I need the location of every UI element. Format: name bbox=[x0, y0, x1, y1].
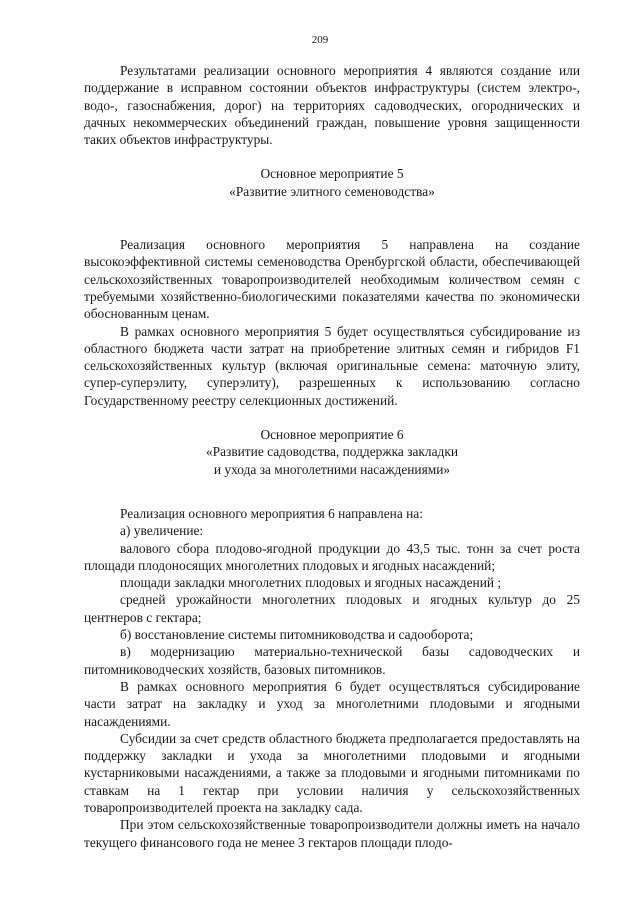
page-number: 209 bbox=[311, 34, 329, 46]
list-item-c: в) модернизацию материально-технической базы садоводческих и питомниководческих хозяйств, базовых питомников. bbox=[84, 644, 580, 677]
list-item-a-gross-harvest: валового сбора плодово-ягодной продукции до 43,5 тыс. тонн за счет роста площади плодоносящих многолетних плодовых и ягодных насаждений; bbox=[84, 540, 580, 573]
section-heading-measure-5 bbox=[84, 165, 580, 200]
list-item-a-yield: средней урожайности многолетних плодовых и ягодных культур до 25 центнеров с гектара; bbox=[84, 592, 580, 625]
section-subtitle-measure-6-line-1: «Развитие садоводства, поддержка закладки bbox=[205, 444, 459, 460]
list-item-a-planting-area: площади закладки многолетних плодовых и ягодных насаждений ; bbox=[120, 575, 502, 591]
paragraph-subsidy-conditions: Субсидии за счет средств областного бюджета предполагается предоставлять на поддержку закладки и ухода за многолетними плодовыми и ягодными кустарниковыми насаждениями, а также за плодовыми и ягодными питомниками по ставкам на 1 гектар при условии наличия у сельскохозяйственных товаропроизводителей проекта на закладку сада. bbox=[84, 730, 580, 815]
section-subtitle-measure-6-line-2: и ухода за многолетними насаждениями» bbox=[213, 461, 451, 477]
section-subtitle-measure-5: «Развитие элитного семеноводства» bbox=[229, 183, 435, 199]
paragraph-measure-6-intro: Реализация основного мероприятия 6 направлена на: bbox=[120, 505, 423, 521]
paragraph-measure-5-goal: Реализация основного мероприятия 5 направлена на создание высокоэффективной системы семеноводства Оренбургской области, обеспечивающей сельскохозяйственных товаропроизводителей необходимым количеством семян с требуемыми хозяйственно-биологическими показателями качества по экономически обоснованным ценам. bbox=[84, 237, 580, 322]
paragraph-measure-6-subsidy: В рамках основного мероприятия 6 будет осуществляться субсидирование части затрат на закладку и уход за многолетними плодовыми и ягодными насаждениями. bbox=[84, 678, 580, 729]
section-title-measure-5: Основное мероприятие 5 bbox=[260, 166, 404, 182]
paragraph-producer-requirements: При этом сельскохозяйственные товаропроизводители должны иметь на начало текущего финансового года не менее 3 гектаров площади плодо- bbox=[84, 817, 580, 850]
section-title-measure-6: Основное мероприятие 6 bbox=[260, 427, 404, 443]
page-body bbox=[84, 62, 580, 851]
list-item-a: а) увеличение: bbox=[120, 523, 204, 539]
section-heading-measure-6 bbox=[84, 426, 580, 478]
list-item-b: б) восстановление системы питомниководства и садооборота; bbox=[120, 627, 474, 643]
paragraph-measure-5-subsidy: В рамках основного мероприятия 5 будет осуществляться субсидирование из областного бюджета части затрат на приобретение элитных семян и гибридов F1 сельскохозяйственных культур (включая оригинальные семена: маточную элиту, супер-суперэлиту, суперэлиту), разрешенных к использованию согласно Государственному реестру селекционных достижений. bbox=[84, 323, 580, 408]
paragraph-measure-4-results: Результатами реализации основного мероприятия 4 являются создание или поддержание в исправном состоянии объектов инфраструктуры (систем электро-, водо-, газоснабжения, дорог) на территориях садоводческих, огороднических и дачных некоммерческих объединений граждан, повышение уровня защищенности таких объектов инфраструктуры. bbox=[84, 63, 580, 148]
